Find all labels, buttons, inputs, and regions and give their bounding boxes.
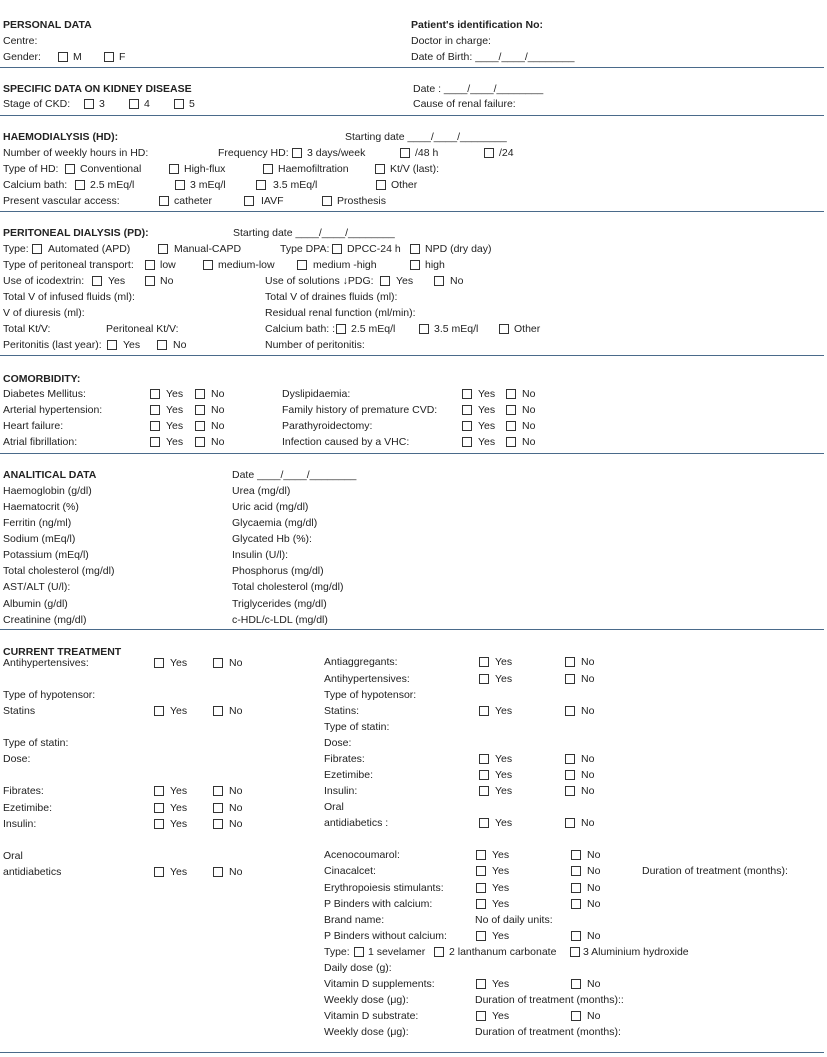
transport-label: Type of peritoneal transport: [3, 259, 134, 271]
transport-low-checkbox[interactable] [145, 260, 155, 270]
gender-m-label: M [73, 51, 82, 63]
personal-heading: PERSONAL DATA [3, 19, 92, 31]
r-antihypertensives-yes-label: Yes [495, 673, 513, 685]
pd-starting-date: Starting date ____/____/________ [233, 227, 395, 239]
analytical-left-label: Haemoglobin (g/dl) [3, 485, 92, 497]
solutions-label: Use of solutions ↓PDG: [265, 275, 374, 287]
erythropoiesis-label: Erythropoiesis stimulants: [324, 882, 444, 894]
haemofiltration-label: Haemofiltration [278, 163, 349, 175]
daily-dose-label: Daily dose (g): [324, 962, 392, 974]
pbinders-noca-label: P Binders without calcium: [324, 930, 447, 942]
apd-label: Automated (APD) [48, 243, 131, 255]
comorbidity-right-0-no-label: No [522, 388, 536, 400]
antihypertensives-no-checkbox[interactable] [213, 658, 223, 668]
r-statins-no-checkbox[interactable] [565, 706, 575, 716]
duration-label: Duration of treatment (months): [642, 865, 788, 877]
aluminium-label: 3 Aluminium hydroxide [583, 946, 689, 958]
dob-label: Date of Birth: ____/____/________ [411, 51, 575, 63]
kidney-heading: SPECIFIC DATA ON KIDNEY DISEASE [3, 83, 192, 95]
weekly-hours-label: Number of weekly hours in HD: [3, 147, 149, 159]
comorbidity-right-1-no-checkbox[interactable] [506, 405, 516, 415]
diuresis-label: V of diuresis (ml): [3, 307, 85, 319]
r-antihypertensives-no-checkbox[interactable] [565, 674, 575, 684]
pbinders-ca-no-checkbox[interactable] [571, 899, 581, 909]
comorbidity-left-label: Atrial fibrillation: [3, 436, 78, 448]
freq-48h-label: /48 h [415, 147, 439, 159]
vitd-supplements-label: Vitamin D supplements: [324, 978, 435, 990]
analytical-left-label: Total cholesterol (mg/dl) [3, 565, 115, 577]
acenocoumarol-no-label: No [587, 849, 601, 861]
insulin-no-checkbox[interactable] [213, 819, 223, 829]
vitd-substrate-label: Vitamin D substrate: [324, 1010, 419, 1022]
freq-24-checkbox[interactable] [484, 148, 494, 158]
comorbidity-right-1-yes-checkbox[interactable] [462, 405, 472, 415]
vitd-supplements-yes-label: Yes [492, 978, 510, 990]
pbinders-ca-label: P Binders with calcium: [324, 898, 433, 910]
frequency-label: Frequency HD: [218, 147, 289, 159]
comorbidity-right-label: Infection caused by a VHC: [282, 436, 410, 448]
r-insulin-yes-label: Yes [495, 785, 513, 797]
cinacalcet-yes-label: Yes [492, 865, 510, 877]
r-ezetimibe-no-label: No [581, 769, 595, 781]
ezetimibe-yes-label: Yes [170, 802, 188, 814]
cinacalcet-yes-checkbox[interactable] [476, 866, 486, 876]
hd-ca25-label: 2.5 mEq/l [90, 179, 135, 191]
pd-type-label: Type: [3, 243, 29, 255]
hd-starting-date: Starting date ____/____/________ [345, 131, 507, 143]
oral-label: Oral [3, 850, 23, 862]
pbinders-ca-no-label: No [587, 898, 601, 910]
r-antihypertensives-yes-checkbox[interactable] [479, 674, 489, 684]
type-statin-label: Type of statin: [3, 737, 69, 749]
comorbidity-right-3-no-checkbox[interactable] [506, 437, 516, 447]
r-type-hypotensor-label: Type of hypotensor: [324, 689, 417, 701]
gender-label: Gender: [3, 51, 41, 63]
statins-yes-label: Yes [170, 705, 188, 717]
vitd-supplements-no-checkbox[interactable] [571, 979, 581, 989]
solutions-no-checkbox[interactable] [434, 276, 444, 286]
antihypertensives-yes-label: Yes [170, 657, 188, 669]
freq-3days-label: 3 days/week [307, 147, 366, 159]
ckd-stage-label: Stage of CKD: [3, 98, 71, 110]
r-oral-label: Oral [324, 801, 344, 813]
daily-units-label: No of daily units: [475, 914, 553, 926]
erythropoiesis-no-label: No [587, 882, 601, 894]
comorbidity-right-2-no-checkbox[interactable] [506, 421, 516, 431]
binder-type-label: Type: [324, 946, 350, 958]
hd-ca-other-checkbox[interactable] [376, 180, 386, 190]
pbinders-noca-no-label: No [587, 930, 601, 942]
pd-ca25-checkbox[interactable] [336, 324, 346, 334]
analytical-right-label: Triglycerides (mg/dl) [232, 598, 327, 610]
acenocoumarol-label: Acenocoumarol: [324, 849, 400, 861]
antidiabetics-label: antidiabetics [3, 866, 62, 878]
peritonitis-label: Peritonitis (last year): [3, 339, 102, 351]
antidiabetics-no-label: No [229, 866, 243, 878]
hd-ca3-label: 3 mEq/l [190, 179, 226, 191]
comorbidity-heading: COMORBIDITY: [3, 373, 81, 385]
comorbidity-right-label: Family history of premature CVD: [282, 404, 438, 416]
freq-24-label: /24 [499, 147, 514, 159]
npd-label: NPD (dry day) [425, 243, 492, 255]
stage-3-label: 3 [99, 98, 105, 110]
antidiabetics-yes-checkbox[interactable] [154, 867, 164, 877]
highflux-checkbox[interactable] [169, 164, 179, 174]
antidiabetics-yes-label: Yes [170, 866, 188, 878]
comorbidity-right-1-yes-label: Yes [478, 404, 496, 416]
residual-label: Residual renal function (ml/min): [265, 307, 416, 319]
vitd-supplements-no-label: No [587, 978, 601, 990]
prosthesis-checkbox[interactable] [322, 196, 332, 206]
comorbidity-left-3-yes-label: Yes [166, 436, 184, 448]
comorbidity-right-2-yes-checkbox[interactable] [462, 421, 472, 431]
comorbidity-right-label: Dyslipidaemia: [282, 388, 351, 400]
fibrates-no-label: No [229, 785, 243, 797]
pd-heading: PERITONEAL DIALYSIS (PD): [3, 227, 149, 239]
peritonitis-no-checkbox[interactable] [157, 340, 167, 350]
analytical-right-label: c-HDL/c-LDL (mg/dl) [232, 614, 328, 626]
r-fibrates-no-label: No [581, 753, 595, 765]
acenocoumarol-yes-label: Yes [492, 849, 510, 861]
r-fibrates-label: Fibrates: [324, 753, 365, 765]
comorbidity-right-0-yes-label: Yes [478, 388, 496, 400]
type-dpa-label: Type DPA: [280, 243, 330, 255]
peritonitis-yes-checkbox[interactable] [107, 340, 117, 350]
analytical-left-label: AST/ALT (U/l): [3, 581, 71, 593]
antihypertensives-label: Antihypertensives: [3, 657, 89, 669]
ezetimibe-yes-checkbox[interactable] [154, 803, 164, 813]
r-type-statin-label: Type of statin: [324, 721, 390, 733]
pbinders-noca-no-checkbox[interactable] [571, 931, 581, 941]
solutions-yes-checkbox[interactable] [380, 276, 390, 286]
antiaggregants-label: Antiaggregants: [324, 656, 398, 668]
pd-ca-other-checkbox[interactable] [499, 324, 509, 334]
pd-ca35-label: 3.5 mEq/l [434, 323, 479, 335]
r-antihypertensives-label: Antihypertensives: [324, 673, 410, 685]
peritonitis-no-label: No [173, 339, 187, 351]
analytical-right-label: Phosphorus (mg/dl) [232, 565, 324, 577]
comorbidity-left-2-no-checkbox[interactable] [195, 421, 205, 431]
cinacalcet-label: Cinacalcet: [324, 865, 376, 877]
analytical-right-label: Glycated Hb (%): [232, 533, 312, 545]
ktv-checkbox[interactable] [375, 164, 385, 174]
comorbidity-left-3-no-checkbox[interactable] [195, 437, 205, 447]
comorbidity-right-2-no-label: No [522, 420, 536, 432]
lanthanum-checkbox[interactable] [434, 947, 444, 957]
freq-3days-checkbox[interactable] [292, 148, 302, 158]
doctor-label: Doctor in charge: [411, 35, 491, 47]
peritonitis-yes-label: Yes [123, 339, 141, 351]
highflux-label: High-flux [184, 163, 226, 175]
haemofiltration-checkbox[interactable] [263, 164, 273, 174]
comorbidity-left-0-no-label: No [211, 388, 225, 400]
analytical-left-label: Haematocrit (%) [3, 501, 79, 513]
divider [0, 211, 824, 212]
pd-ca35-checkbox[interactable] [419, 324, 429, 334]
comorbidity-right-0-yes-checkbox[interactable] [462, 389, 472, 399]
r-statins-yes-checkbox[interactable] [479, 706, 489, 716]
comorbidity-left-3-no-label: No [211, 436, 225, 448]
analytical-right-label: Uric acid (mg/dl) [232, 501, 309, 513]
r-statins-no-label: No [581, 705, 595, 717]
gender-f-label: F [119, 51, 126, 63]
type-hypotensor-label: Type of hypotensor: [3, 689, 96, 701]
hd-ca25-checkbox[interactable] [75, 180, 85, 190]
vitd-substrate-no-label: No [587, 1010, 601, 1022]
comorbidity-right-1-no-label: No [522, 404, 536, 416]
antiaggregants-no-label: No [581, 656, 595, 668]
vitd-supplements-yes-checkbox[interactable] [476, 979, 486, 989]
comorbidity-left-0-no-checkbox[interactable] [195, 389, 205, 399]
analytical-left-label: Ferritin (ng/ml) [3, 517, 72, 529]
fibrates-no-checkbox[interactable] [213, 786, 223, 796]
comorbidity-left-1-no-label: No [211, 404, 225, 416]
icodextrin-no-checkbox[interactable] [145, 276, 155, 286]
pd-ca-other-label: Other [514, 323, 541, 335]
conventional-label: Conventional [80, 163, 142, 175]
hd-ca-other-label: Other [391, 179, 418, 191]
comorbidity-left-label: Heart failure: [3, 420, 64, 432]
divider [0, 453, 824, 454]
transport-low-label: low [160, 259, 176, 271]
transport-medlow-label: medium-low [218, 259, 275, 271]
capd-checkbox[interactable] [158, 244, 168, 254]
hd-heading: HAEMODIALYSIS (HD): [3, 131, 119, 143]
pbinders-noca-yes-label: Yes [492, 930, 510, 942]
analytical-right-label: Total cholesterol (mg/dl) [232, 581, 344, 593]
statins-yes-checkbox[interactable] [154, 706, 164, 716]
gender-m-checkbox[interactable] [58, 52, 68, 62]
solutions-no-label: No [450, 275, 464, 287]
comorbidity-left-2-no-label: No [211, 420, 225, 432]
comorbidity-right-0-no-checkbox[interactable] [506, 389, 516, 399]
fibrates-yes-label: Yes [170, 785, 188, 797]
r-fibrates-yes-checkbox[interactable] [479, 754, 489, 764]
comorbidity-left-0-yes-checkbox[interactable] [150, 389, 160, 399]
transport-high-checkbox[interactable] [410, 260, 420, 270]
comorbidity-left-2-yes-checkbox[interactable] [150, 421, 160, 431]
r-dose-label: Dose: [324, 737, 352, 749]
analytical-right-label: Glycaemia (mg/dl) [232, 517, 318, 529]
kidney-date: Date : ____/____/________ [413, 83, 544, 95]
analytical-date: Date ____/____/________ [232, 469, 357, 481]
comorbidity-left-2-yes-label: Yes [166, 420, 184, 432]
r-antidiabetics-no-checkbox[interactable] [565, 818, 575, 828]
acenocoumarol-yes-checkbox[interactable] [476, 850, 486, 860]
statins-no-checkbox[interactable] [213, 706, 223, 716]
r-ezetimibe-no-checkbox[interactable] [565, 770, 575, 780]
weekly-dose-label: Weekly dose (μg): [324, 994, 409, 1006]
antiaggregants-yes-checkbox[interactable] [479, 657, 489, 667]
analytical-left-label: Potassium (mEq/l) [3, 549, 89, 561]
hd-ca3-checkbox[interactable] [175, 180, 185, 190]
r-antidiabetics-no-label: No [581, 817, 595, 829]
transport-high-label: high [425, 259, 445, 271]
hd-type-label: Type of HD: [3, 163, 59, 175]
prosthesis-label: Prosthesis [337, 195, 387, 207]
stage-3-checkbox[interactable] [84, 99, 94, 109]
vitd-substrate-no-checkbox[interactable] [571, 1011, 581, 1021]
pd-calcium-label: Calcium bath: : [265, 323, 336, 335]
r-statins-yes-label: Yes [495, 705, 513, 717]
gender-f-checkbox[interactable] [104, 52, 114, 62]
antiaggregants-no-checkbox[interactable] [565, 657, 575, 667]
comorbidity-left-1-no-checkbox[interactable] [195, 405, 205, 415]
divider [0, 115, 824, 116]
insulin-yes-label: Yes [170, 818, 188, 830]
infused-label: Total V of infused fluids (ml): [3, 291, 135, 303]
num-peritonitis-label: Number of peritonitis: [265, 339, 365, 351]
comorbidity-right-3-yes-checkbox[interactable] [462, 437, 472, 447]
comorbidity-left-label: Arterial hypertension: [3, 404, 103, 416]
antihypertensives-yes-checkbox[interactable] [154, 658, 164, 668]
antihypertensives-no-label: No [229, 657, 243, 669]
analytical-right-label: Urea (mg/dl) [232, 485, 291, 497]
insulin-label: Insulin: [3, 818, 37, 830]
vitd-substrate-yes-checkbox[interactable] [476, 1011, 486, 1021]
cause-label: Cause of renal failure: [413, 98, 516, 110]
r-antidiabetics-yes-label: Yes [495, 817, 513, 829]
brand-name-label: Brand name: [324, 914, 385, 926]
comorbidity-right-3-no-label: No [522, 436, 536, 448]
hd-ca35-checkbox[interactable] [256, 180, 266, 190]
pbinders-noca-yes-checkbox[interactable] [476, 931, 486, 941]
lanthanum-label: 2 lanthanum carbonate [449, 946, 557, 958]
icodextrin-yes-checkbox[interactable] [92, 276, 102, 286]
icodextrin-yes-label: Yes [108, 275, 126, 287]
comorbidity-left-1-yes-label: Yes [166, 404, 184, 416]
r-ezetimibe-yes-label: Yes [495, 769, 513, 781]
r-fibrates-yes-label: Yes [495, 753, 513, 765]
patient-id-label: Patient's identification No: [411, 19, 544, 31]
comorbidity-left-3-yes-checkbox[interactable] [150, 437, 160, 447]
r-insulin-yes-checkbox[interactable] [479, 786, 489, 796]
peritoneal-ktv-label: Peritoneal Kt/V: [106, 323, 179, 335]
iavf-label: IAVF [261, 195, 284, 207]
transport-medhigh-label: medium -high [313, 259, 377, 271]
statins-label: Statins [3, 705, 36, 717]
r-insulin-no-label: No [581, 785, 595, 797]
r-ezetimibe-yes-checkbox[interactable] [479, 770, 489, 780]
comorbidity-left-1-yes-checkbox[interactable] [150, 405, 160, 415]
sevelamer-label: 1 sevelamer [368, 946, 426, 958]
stage-4-label: 4 [144, 98, 150, 110]
divider [0, 67, 824, 68]
vitd-substrate-yes-label: Yes [492, 1010, 510, 1022]
apd-checkbox[interactable] [32, 244, 42, 254]
ezetimibe-no-label: No [229, 802, 243, 814]
cinacalcet-no-label: No [587, 865, 601, 877]
comorbidity-right-2-yes-label: Yes [478, 420, 496, 432]
insulin-no-label: No [229, 818, 243, 830]
ktv-label: Kt/V (last): [390, 163, 440, 175]
icodextrin-no-label: No [160, 275, 174, 287]
centre-label: Centre: [3, 35, 38, 47]
transport-medhigh-checkbox[interactable] [297, 260, 307, 270]
weekly-dose-label: Weekly dose (μg): [324, 1026, 409, 1038]
divider [0, 629, 824, 630]
pd-ca25-label: 2.5 mEq/l [351, 323, 396, 335]
erythropoiesis-yes-checkbox[interactable] [476, 883, 486, 893]
ezetimibe-no-checkbox[interactable] [213, 803, 223, 813]
iavf-checkbox[interactable] [244, 196, 254, 206]
comorbidity-right-3-yes-label: Yes [478, 436, 496, 448]
analytical-left-label: Creatinine (mg/dl) [3, 614, 87, 626]
stage-5-label: 5 [189, 98, 195, 110]
total-ktv-label: Total Kt/V: [3, 323, 51, 335]
treatment-heading: CURRENT TREATMENT [3, 646, 122, 658]
conventional-checkbox[interactable] [65, 164, 75, 174]
catheter-checkbox[interactable] [159, 196, 169, 206]
acenocoumarol-no-checkbox[interactable] [571, 850, 581, 860]
capd-label: Manual-CAPD [174, 243, 242, 255]
duration-label: Duration of treatment (months):: [475, 994, 624, 1006]
r-antidiabetics-yes-checkbox[interactable] [479, 818, 489, 828]
aluminium-checkbox[interactable] [570, 947, 580, 957]
transport-medlow-checkbox[interactable] [203, 260, 213, 270]
statins-no-label: No [229, 705, 243, 717]
stage-4-checkbox[interactable] [129, 99, 139, 109]
dpcc-checkbox[interactable] [332, 244, 342, 254]
analytical-heading: ANALITICAL DATA [3, 469, 97, 481]
sevelamer-checkbox[interactable] [354, 947, 364, 957]
catheter-label: catheter [174, 195, 212, 207]
analytical-left-label: Albumin (g/dl) [3, 598, 68, 610]
hd-ca35-label: 3.5 mEq/l [273, 179, 318, 191]
divider [0, 355, 824, 356]
cinacalcet-no-checkbox[interactable] [571, 866, 581, 876]
solutions-yes-label: Yes [396, 275, 414, 287]
stage-5-checkbox[interactable] [174, 99, 184, 109]
dose-label: Dose: [3, 753, 31, 765]
freq-48h-checkbox[interactable] [400, 148, 410, 158]
antidiabetics-no-checkbox[interactable] [213, 867, 223, 877]
comorbidity-left-0-yes-label: Yes [166, 388, 184, 400]
insulin-yes-checkbox[interactable] [154, 819, 164, 829]
duration-label: Duration of treatment (months): [475, 1026, 621, 1038]
r-insulin-no-checkbox[interactable] [565, 786, 575, 796]
r-fibrates-no-checkbox[interactable] [565, 754, 575, 764]
r-statins-label: Statins: [324, 705, 360, 717]
r-antidiabetics-label: antidiabetics : [324, 817, 389, 829]
r-antihypertensives-no-label: No [581, 673, 595, 685]
comorbidity-left-label: Diabetes Mellitus: [3, 388, 86, 400]
pbinders-ca-yes-checkbox[interactable] [476, 899, 486, 909]
ezetimibe-label: Ezetimibe: [3, 802, 53, 814]
analytical-right-label: Insulin (U/l): [232, 549, 289, 561]
vascular-access-label: Present vascular access: [3, 195, 120, 207]
analytical-left-label: Sodium (mEq/l) [3, 533, 76, 545]
dpcc-label: DPCC-24 h [347, 243, 401, 255]
calcium-bath-label: Calcium bath: [3, 179, 68, 191]
npd-checkbox[interactable] [410, 244, 420, 254]
antiaggregants-yes-label: Yes [495, 656, 513, 668]
erythropoiesis-no-checkbox[interactable] [571, 883, 581, 893]
pbinders-ca-yes-label: Yes [492, 898, 510, 910]
erythropoiesis-yes-label: Yes [492, 882, 510, 894]
fibrates-label: Fibrates: [3, 785, 44, 797]
r-ezetimibe-label: Ezetimibe: [324, 769, 374, 781]
fibrates-yes-checkbox[interactable] [154, 786, 164, 796]
r-insulin-label: Insulin: [324, 785, 358, 797]
drained-label: Total V of draines fluids (ml): [265, 291, 398, 303]
icodextrin-label: Use of icodextrin: [3, 275, 85, 287]
comorbidity-right-label: Parathyroidectomy: [282, 420, 373, 432]
divider [0, 1052, 824, 1053]
